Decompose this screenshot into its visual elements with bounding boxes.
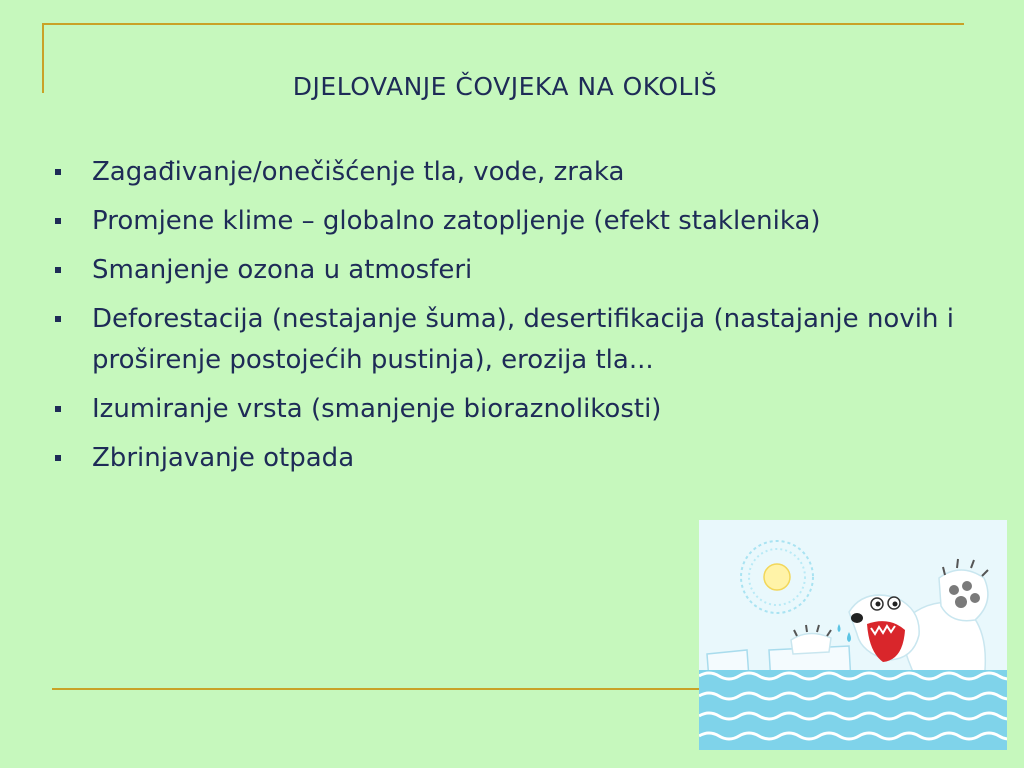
- bullet-text: Deforestacija (nestajanje šuma), desertifikacija (nastajanje novih i proširenje postojećih pustinja), erozija tla...: [92, 304, 954, 375]
- list-item: [52, 201, 954, 242]
- square-bullet-icon: [55, 406, 61, 412]
- bullet-text: Izumiranje vrsta (smanjenje bioraznolikosti): [92, 394, 662, 424]
- top-divider-line: [42, 23, 964, 25]
- list-item: [52, 299, 954, 381]
- slide-title: DJELOVANJE ČOVJEKA NA OKOLIŠ: [292, 72, 718, 101]
- square-bullet-icon: [55, 169, 61, 175]
- square-bullet-icon: [55, 316, 61, 322]
- bullet-text: Promjene klime – globalno zatopljenje (efekt staklenika): [92, 206, 821, 236]
- bullet-list: [52, 152, 954, 487]
- square-bullet-icon: [55, 267, 61, 273]
- square-bullet-icon: [55, 218, 61, 224]
- list-item: [52, 438, 954, 479]
- list-item: [52, 152, 954, 193]
- bullet-text: Zbrinjavanje otpada: [92, 443, 355, 473]
- bullet-text: Smanjenje ozona u atmosferi: [92, 255, 473, 285]
- polar-bear-melting-ice-illustration: [699, 520, 1007, 750]
- bullet-text: Zagađivanje/onečišćenje tla, vode, zraka: [92, 157, 625, 187]
- square-bullet-icon: [55, 455, 61, 461]
- bottom-divider-line: [52, 688, 702, 690]
- water-waves: [699, 670, 1007, 750]
- list-item: [52, 250, 954, 291]
- list-item: [52, 389, 954, 430]
